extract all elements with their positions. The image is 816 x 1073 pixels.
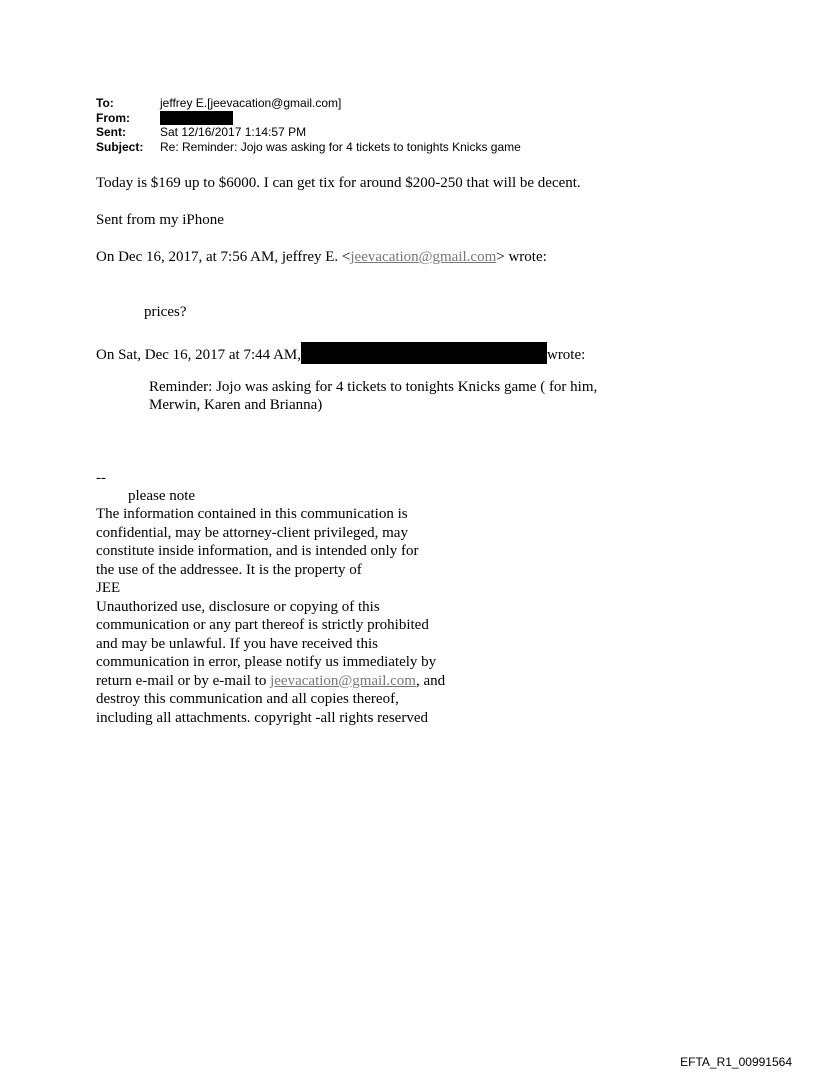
quote1-prefix: On Dec 16, 2017, at 7:56 AM, jeffrey E. < [96, 249, 351, 265]
sent-row [96, 125, 521, 140]
to-value: jeffrey E.[jeevacation@gmail.com] [160, 96, 342, 110]
quote1-suffix: > wrote: [496, 249, 547, 265]
subject-value: Re: Reminder: Jojo was asking for 4 tickets to tonights Knicks game [160, 139, 521, 154]
subject-row [96, 140, 521, 155]
subject-label: Subject: [96, 139, 144, 154]
disclaimer-line: constitute inside information, and is intended only for [96, 543, 419, 559]
disclaimer-line: JEE [96, 580, 121, 596]
document-id: EFTA_R1_00991564 [680, 1055, 792, 1069]
to-row [96, 96, 521, 111]
disclaimer-line: communication or any part thereof is strictly prohibited [96, 617, 429, 633]
from-label: From: [96, 110, 130, 125]
reminder-line-2: Merwin, Karen and Brianna) [149, 397, 323, 413]
reminder-line-1: Reminder: Jojo was asking for 4 tickets to tonights Knicks game ( for him, [149, 379, 598, 395]
return-suffix: , and [415, 672, 446, 689]
disclaimer-line: destroy this communication and all copies thereof, [96, 691, 399, 707]
quote2-prefix: On Sat, Dec 16, 2017 at 7:44 AM, [96, 347, 301, 363]
disclaimer-line: including all attachments. copyright -all rights reserved [96, 709, 428, 726]
quote-header-2 [96, 342, 585, 365]
prices-question: prices? [144, 304, 187, 320]
from-redaction [160, 111, 233, 125]
please-note: please note [128, 488, 196, 504]
sent-value: Sat 12/16/2017 1:14:57 PM [160, 125, 307, 139]
return-email-link[interactable]: jeevacation@gmail.com [270, 672, 416, 689]
email-header [96, 96, 521, 154]
disclaimer-line: and may be unlawful. If you have received this [96, 635, 378, 652]
quote2-suffix: wrote: [546, 347, 586, 363]
to-label: To: [96, 96, 114, 110]
signature-dashes: -- [96, 470, 106, 486]
disclaimer-line: Unauthorized use, disclosure or copying of this [96, 598, 380, 615]
disclaimer-line: confidential, may be attorney-client privileged, may [96, 524, 408, 541]
disclaimer-line: The information contained in this communication is [96, 506, 408, 522]
body-line-prices-today: Today is $169 up to $6000. I can get tix for around $200-250 that will be decent. [96, 175, 581, 191]
sender-redaction [301, 342, 547, 364]
quote1-email-link[interactable]: jeevacation@gmail.com [350, 249, 497, 265]
sent-label: Sent: [96, 125, 126, 139]
return-prefix: return e-mail or by e-mail to [96, 672, 271, 689]
from-row [96, 111, 521, 126]
sent-from-iphone: Sent from my iPhone [96, 212, 224, 228]
disclaimer-line: the use of the addressee. It is the property of [96, 561, 362, 578]
disclaimer-line: communication in error, please notify us immediately by [96, 654, 437, 670]
quote-header-1 [96, 248, 547, 267]
disclaimer-return-line [96, 672, 445, 691]
